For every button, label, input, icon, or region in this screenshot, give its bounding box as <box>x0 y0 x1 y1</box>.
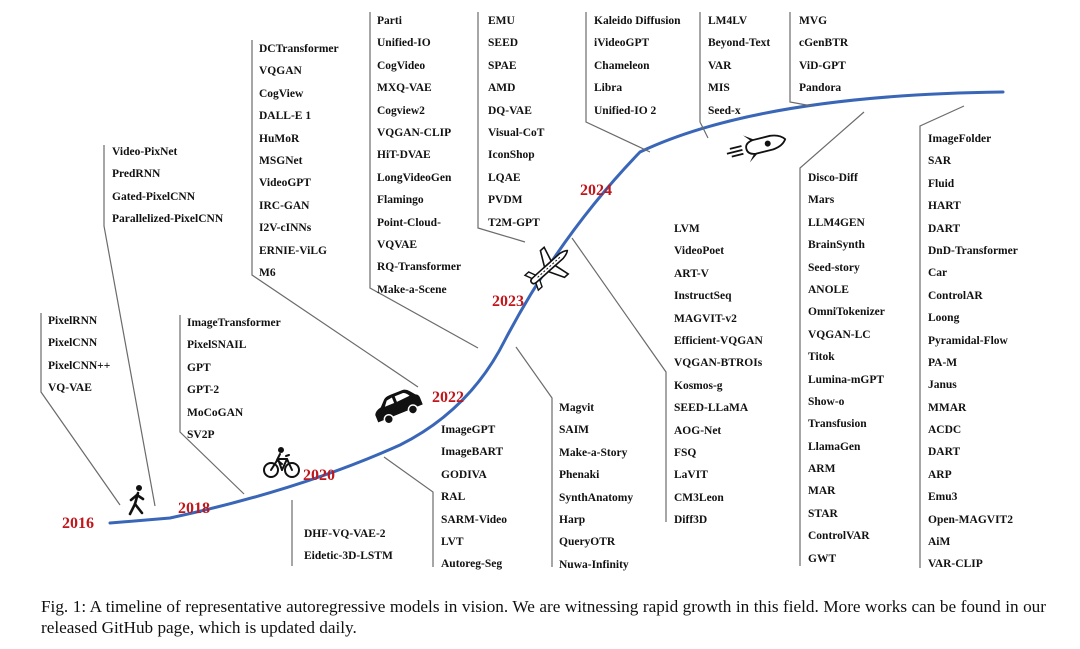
model-name: VideoGPT <box>259 177 311 190</box>
model-name: GODIVA <box>441 468 487 481</box>
model-name: LongVideoGen <box>377 171 452 184</box>
model-name: GPT-2 <box>187 384 220 397</box>
model-name: DQ-VAE <box>488 104 532 117</box>
model-name: SAIM <box>559 424 590 437</box>
model-name: DCTransformer <box>259 43 339 55</box>
leader-line-lm4lv <box>700 12 708 138</box>
model-name: AOG-Net <box>674 424 722 437</box>
model-name: Emu3 <box>928 491 958 504</box>
model-group-imagetransformer <box>187 312 281 446</box>
model-name: MAR <box>808 485 836 498</box>
model-name: iVideoGPT <box>594 37 650 50</box>
model-name: VQGAN-CLIP <box>377 126 452 139</box>
model-name: CogView <box>259 87 304 100</box>
model-name: Make-a-Scene <box>377 283 447 296</box>
model-name: IRC-GAN <box>259 199 310 212</box>
model-group-dhf <box>304 523 393 568</box>
model-name: T2M-GPT <box>488 216 540 229</box>
model-name: Gated-PixelCNN <box>112 190 196 203</box>
model-name: RQ-Transformer <box>377 261 462 274</box>
model-name: ART-V <box>674 267 709 280</box>
model-name: Harp <box>559 513 586 526</box>
model-name: Loong <box>928 312 960 325</box>
model-name: Disco-Diff <box>808 172 858 184</box>
model-name: MXQ-VAE <box>377 82 432 95</box>
model-name: Unified-IO 2 <box>594 104 657 117</box>
model-name: Janus <box>928 379 957 392</box>
model-name: MVG <box>799 15 828 27</box>
model-name: FSQ <box>674 446 697 459</box>
model-name: M6 <box>259 266 276 279</box>
model-name: ImageFolder <box>928 133 992 145</box>
model-name: Titok <box>808 351 835 364</box>
model-name: CogVideo <box>377 59 426 72</box>
model-name: DnD-Transformer <box>928 244 1018 257</box>
model-name: LlamaGen <box>808 440 861 453</box>
model-name: Mars <box>808 194 835 207</box>
model-name: Seed-story <box>808 261 860 274</box>
model-name: Libra <box>594 82 623 95</box>
model-name: Kosmos-g <box>674 379 723 392</box>
model-name: I2V-cINNs <box>259 222 312 235</box>
model-name: ARP <box>928 468 952 481</box>
model-name: HiT-DVAE <box>377 149 431 162</box>
model-name: Visual-CoT <box>488 126 545 139</box>
model-name: ACDC <box>928 424 962 437</box>
model-name: Eidetic-3D-LSTM <box>304 550 393 563</box>
figure-caption: Fig. 1: A timeline of representative autoregressive models in vision. We are witnessing rapid growth in this field. More works can be found in our released GitHub page, which is updated daily. <box>41 597 1046 637</box>
model-name: VQGAN-LC <box>808 328 871 341</box>
model-group-lm4lv <box>708 10 770 122</box>
model-name: PredRNN <box>112 168 161 181</box>
model-name: cGenBTR <box>799 37 849 50</box>
model-name: SynthAnatomy <box>559 491 634 504</box>
rocket-icon <box>724 126 789 168</box>
year-label-2024: 2024 <box>580 182 612 199</box>
model-name: BrainSynth <box>808 239 865 252</box>
model-name: InstructSeq <box>674 290 732 303</box>
model-name: SARM-Video <box>441 513 508 526</box>
model-name: Show-o <box>808 395 845 408</box>
model-name: LVM <box>674 223 700 235</box>
model-name: MoCoGAN <box>187 406 244 419</box>
model-name: PixelSNAIL <box>187 339 247 352</box>
model-name: LM4LV <box>708 15 748 27</box>
model-group-videopixnet <box>112 141 223 231</box>
model-name: VQVAE <box>377 238 418 251</box>
year-label-2020: 2020 <box>303 467 335 484</box>
year-label-2022: 2022 <box>432 389 464 406</box>
model-name: AMD <box>488 82 516 95</box>
model-name: DART <box>928 222 961 235</box>
model-name: VQ-VAE <box>48 382 92 395</box>
model-name: Video-PixNet <box>112 146 178 158</box>
model-name: VAR <box>708 59 732 72</box>
model-name: LQAE <box>488 171 521 184</box>
model-name: Lumina-mGPT <box>808 373 885 386</box>
leader-line-magvit <box>516 347 552 567</box>
model-name: AiM <box>928 536 951 549</box>
model-name: Phenaki <box>559 469 600 482</box>
model-name: SEED-LLaMA <box>674 402 749 415</box>
model-name: Kaleido Diffusion <box>594 15 681 27</box>
model-name: ANOLE <box>808 283 849 296</box>
model-group-imagefolder <box>928 128 1018 576</box>
model-name: Pyramidal-Flow <box>928 334 1008 347</box>
model-name: Efficient-VQGAN <box>674 334 763 347</box>
model-name: SEED <box>488 37 519 50</box>
model-name: QueryOTR <box>559 536 616 549</box>
model-name: Parallelized-PixelCNN <box>112 213 224 226</box>
model-name: PixelCNN++ <box>48 359 111 372</box>
model-group-discodiff <box>808 167 885 570</box>
model-name: Pandora <box>799 82 842 95</box>
model-name: Parti <box>377 15 402 27</box>
model-name: Diff3D <box>674 514 708 527</box>
model-name: CM3Leon <box>674 491 724 504</box>
model-name: Unified-IO <box>377 37 431 50</box>
model-name: LaVIT <box>674 469 708 482</box>
model-name: ImageTransformer <box>187 317 281 329</box>
model-name: VQGAN <box>259 65 302 78</box>
model-name: VAR-CLIP <box>928 558 983 571</box>
model-name: MMAR <box>928 401 967 414</box>
model-group-lvm <box>674 218 763 531</box>
model-name: Cogview2 <box>377 104 425 117</box>
car-icon <box>370 385 424 428</box>
model-group-parti <box>377 10 461 301</box>
model-name: DHF-VQ-VAE-2 <box>304 528 386 540</box>
bicycle-icon <box>264 447 299 477</box>
model-name: Point-Cloud- <box>377 216 441 229</box>
model-name: LVT <box>441 535 464 548</box>
model-name: GWT <box>808 552 837 565</box>
model-name: PixelCNN <box>48 337 98 350</box>
model-name: PixelRNN <box>48 315 98 327</box>
model-name: MAGVIT-v2 <box>674 312 737 325</box>
model-name: MIS <box>708 82 730 95</box>
model-name: ImageBART <box>441 446 504 459</box>
model-name: Nuwa-Infinity <box>559 558 629 571</box>
model-group-imagegpt <box>441 419 507 576</box>
model-name: ControlAR <box>928 289 983 302</box>
model-group-dctransformer <box>259 38 339 284</box>
model-name: MSGNet <box>259 154 303 167</box>
model-name: Seed-x <box>708 104 741 117</box>
model-name: EMU <box>488 15 515 27</box>
model-name: OmniTokenizer <box>808 306 885 319</box>
model-name: HART <box>928 200 961 213</box>
model-name: SV2P <box>187 428 215 441</box>
model-name: Transfusion <box>808 418 867 431</box>
model-name: ImageGPT <box>441 424 496 436</box>
model-name: STAR <box>808 507 838 520</box>
model-name: Magvit <box>559 402 595 414</box>
model-name: SAR <box>928 155 952 168</box>
model-name: DALL-E 1 <box>259 110 312 123</box>
model-name: VQGAN-BTROIs <box>674 357 763 370</box>
model-name: Autoreg-Seg <box>441 558 503 571</box>
model-name: VideoPoet <box>674 245 725 258</box>
model-name: ControlVAR <box>808 530 870 543</box>
model-name: HuMoR <box>259 132 300 145</box>
model-name: Chameleon <box>594 59 650 72</box>
model-name: SPAE <box>488 59 517 72</box>
model-group-magvit <box>559 397 633 576</box>
model-group-kaleido <box>594 10 681 122</box>
model-name: ViD-GPT <box>799 59 846 72</box>
model-name: ARM <box>808 463 836 476</box>
airplane-icon <box>520 237 580 296</box>
model-name: LLM4GEN <box>808 216 865 229</box>
model-name: Make-a-Story <box>559 446 628 459</box>
model-group-emu <box>488 10 544 234</box>
model-name: RAL <box>441 491 466 504</box>
model-name: Open-MAGVIT2 <box>928 513 1013 526</box>
model-name: ERNIE-ViLG <box>259 244 327 257</box>
model-name: IconShop <box>488 149 535 162</box>
model-name: Beyond-Text <box>708 37 771 50</box>
walking-person-icon <box>130 485 143 514</box>
year-label-2016: 2016 <box>62 515 94 532</box>
model-name: PA-M <box>928 356 958 369</box>
model-name: Fluid <box>928 177 955 190</box>
model-name: GPT <box>187 361 211 374</box>
model-group-pixelrnn <box>48 310 110 400</box>
year-label-2023: 2023 <box>492 293 524 310</box>
year-label-2018: 2018 <box>178 500 210 517</box>
model-group-mvg <box>799 10 848 100</box>
model-name: Flamingo <box>377 194 424 207</box>
model-name: DART <box>928 446 961 459</box>
model-name: Car <box>928 267 948 280</box>
model-name: PVDM <box>488 194 523 207</box>
